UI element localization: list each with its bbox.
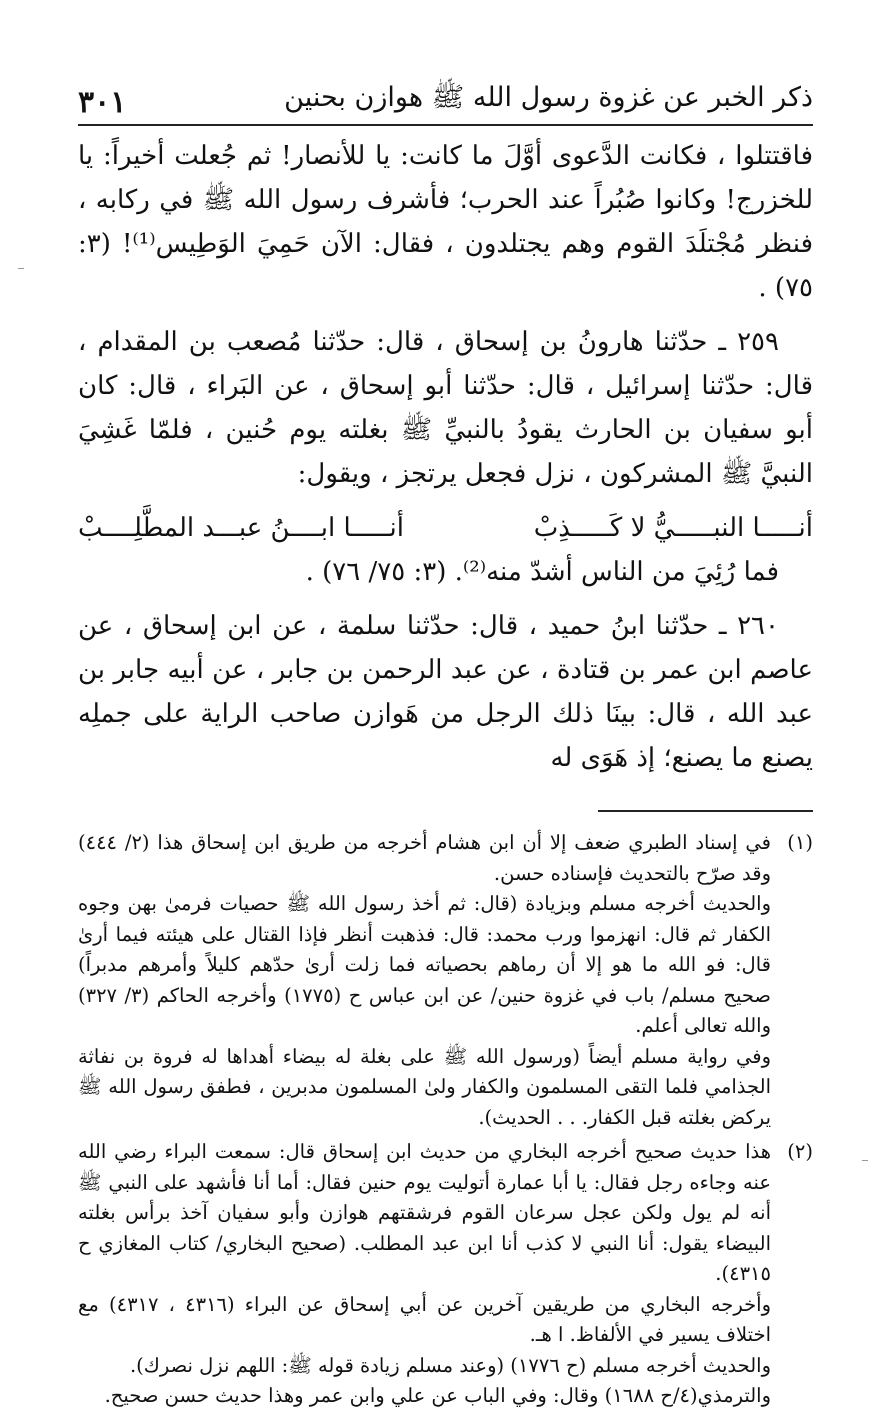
footnote-body [78, 1137, 771, 1412]
paragraph: ٢٦٠ ـ حدّثنا ابنُ حميد ، قال: حدّثنا سلمة ، عن ابن إسحاق ، عن عاصم ابن عمر بن قتادة ، عن عبد الرحمن بن جابر ، عن أبيه جابر بن عبد الله ، قال: بينَا ذلك الرجل من هَوازن صاحب الراية على جملِه يصنع ما يصنع؛ إذ هَوَى له [78, 611, 813, 773]
scan-mark [18, 268, 24, 269]
footnote-paragraph: والحديث أخرجه مسلم وبزيادة (قال: ثم أخذ رسول الله ﷺ حصيات فرمىٰ بهن وجوه الكفار ثم قال: انهزموا ورب محمد: قال: فذهبت أنظر فإذا القتال على هيئته فيما أرىٰ قال: فو الله ما هو إلا أن رماهم بحصياته فما زلت أرىٰ حدّهم كليلاً وأمرهم مدبراً) صحيح مسلم/ باب في غزوة حنين/ عن ابن عباس ح (١٧٧٥) وأخرجه الحاكم (٣/ ٣٢٧) والله تعالى أعلم. [78, 892, 771, 1037]
footnote [78, 828, 813, 1133]
footnote-paragraph: في إسناد الطبري ضعف إلا أن ابن هشام أخرجه من طريق ابن إسحاق هذا (٢/ ٤٤٤) وقد صرّح بالتحديث فإسناده حسن. [78, 831, 771, 885]
verse-second-hemistich: أنـــــا ابــــنُ عبـــد المطَّلِــــبْ [78, 513, 404, 543]
footnote-body [78, 828, 771, 1133]
footnote-paragraph: هذا حديث صحيح أخرجه البخاري من حديث ابن إسحاق قال: سمعت البراء رضي الله عنه وجاءه رجل فقال: يا أبا عمارة أتوليت يوم حنين فقال: أما أنا فأشهد على النبي ﷺ أنه لم يول ولكن عجل سرعان القوم فرشقتهم هوازن وأبو سفيان آخذ برأس بغلته البيضاء يقول: أنا النبي لا كذب أنا ابن عبد المطلب. (صحيح البخاري/ كتاب المغازي ح ٤٣١٥). [78, 1140, 771, 1285]
paragraph: فاقتتلوا ، فكانت الدَّعوى أوَّلَ ما كانت: يا للأنصار! ثم جُعلت أخيراً: يا للخزرج! وكانوا صُبُراً عند الحرب؛ فأشرف رسول الله ﷺ في ركابه ، فنظر مُجْتلَدَ القوم وهم يجتلدون ، فقال: الآن حَمِيَ الوَطِيس⁽¹⁾! (٣: ٧٥) . [78, 141, 813, 303]
footnote-number: (١) [787, 831, 813, 854]
poetry-verse [78, 506, 813, 550]
footnote-number: (٢) [787, 1140, 813, 1163]
footnote-separator [598, 810, 813, 812]
page-number: ٣٠١ [78, 85, 127, 120]
footnote-paragraph: وفي رواية مسلم أيضاً (ورسول الله ﷺ على بغلة له بيضاء أهداها له فروة بن نفاثة الجذامي فلما التقى المسلمون والكفار ولىٰ المسلمون مدبرين ، فطفق رسول الله ﷺ يركض بغلته قبل الكفار. . . الحديث). [78, 1044, 771, 1129]
header-title: ذكر الخبر عن غزوة رسول الله ﷺ هوازن بحنين [284, 82, 813, 113]
verse-first-hemistich: أنـــــا النبـــــيُّ لا كَـــــذِبْ [533, 513, 813, 543]
footnote-paragraph: والترمذي(٤/ح ١٦٨٨) وقال: وفي الباب عن علي وابن عمر وهذا حديث حسن صحيح. [104, 1384, 771, 1407]
paragraph: ٢٥٩ ـ حدّثنا هارونُ بن إسحاق ، قال: حدّثنا مُصعب بن المقدام ، قال: حدّثنا إسرائيل ، قال: حدّثنا أبو إسحاق ، عن البَراء ، قال: كان أبو سفيان بن الحارث يقودُ بالنبيِّ ﷺ بغلته يوم حُنين ، فلمّا غَشِيَ النبيَّ ﷺ المشركون ، نزل فجعل يرتجز ، ويقول: [78, 327, 813, 489]
book-page [78, 60, 813, 1407]
footnote-paragraph: والحديث أخرجه مسلم (ح ١٧٧٦) (وعند مسلم زيادة قوله ﷺ: اللهم نزل نصرك). [129, 1353, 771, 1377]
running-header [78, 60, 813, 126]
paragraph: فما رُئِيَ من الناس أشدّ منه⁽²⁾. (٣: ٧٥/ ٧٦) . [305, 557, 779, 587]
main-text [78, 134, 813, 780]
footnote-paragraph: وأخرجه البخاري من طريقين آخرين عن أبي إسحاق عن البراء (٤٣١٦ ، ٤٣١٧) مع اختلاف يسير في الألفاظ. ا هـ. [78, 1292, 771, 1346]
scan-mark [862, 1160, 868, 1161]
footnote [78, 1137, 813, 1412]
